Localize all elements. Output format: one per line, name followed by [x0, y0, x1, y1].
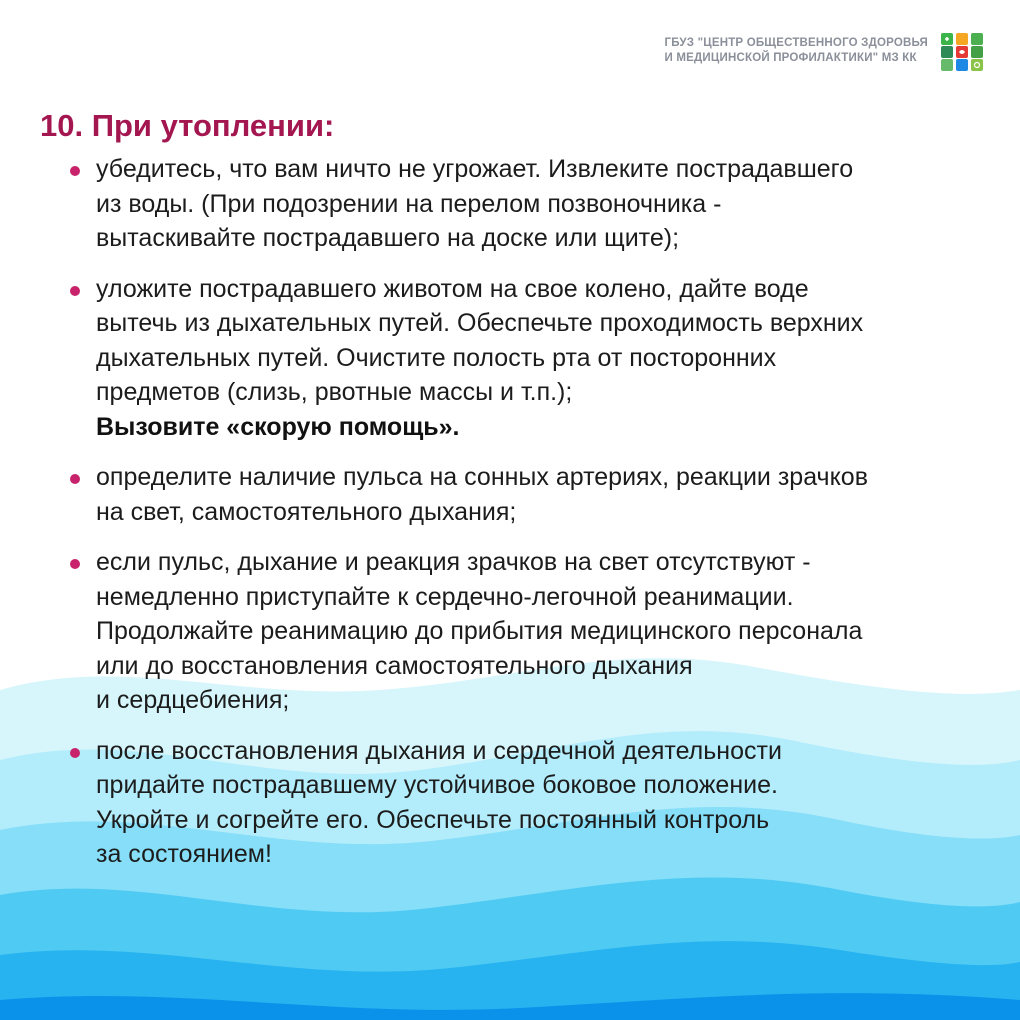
item-text-line: из воды. (При подозрении на перелом позвоночника - — [96, 189, 722, 218]
item-text-line: если пульс, дыхание и реакция зрачков на свет отсутствуют - — [96, 548, 811, 576]
item-text-line: придайте пострадавшему устойчивое боковое положение. — [96, 771, 778, 799]
bullet-icon — [70, 166, 80, 176]
call-ambulance-text: Вызовите «скорую помощь». — [96, 412, 460, 441]
item-text-line: за состоянием! — [96, 840, 272, 868]
item-text-line: после восстановления дыхания и сердечной деятельности — [96, 736, 782, 765]
item-text-line: Продолжайте реанимацию до прибытия медицинского персонала — [96, 617, 863, 645]
item-text-line: определите наличие пульса на сонных артериях, реакции зрачков — [96, 463, 868, 491]
item-text-line: уложите пострадавшего животом на свое колено, дайте воде — [96, 274, 809, 303]
item-text-line: убедитесь, что вам ничто не угрожает. Извлеките пострадавшего — [96, 155, 854, 183]
organization-logo-icon — [940, 32, 984, 72]
organization-name — [665, 36, 928, 66]
bullet-icon — [70, 748, 80, 758]
item-text-line: предметов (слизь, рвотные массы и т.п.); — [96, 378, 573, 406]
list-item — [70, 272, 970, 445]
item-text-line: и сердцебиения; — [96, 686, 290, 714]
organization-name-line-2: И МЕДИЦИНСКОЙ ПРОФИЛАКТИКИ" МЗ КК — [664, 52, 917, 64]
first-aid-steps-list — [70, 152, 970, 888]
item-text-line: на свет, самостоятельного дыхания; — [96, 497, 517, 526]
bullet-icon — [70, 559, 80, 569]
list-item — [70, 734, 970, 872]
bullet-icon — [70, 286, 80, 296]
list-item — [70, 152, 970, 256]
item-text-line: Укройте и согрейте его. Обеспечьте постоянный контроль — [96, 805, 770, 834]
item-text-line: или до восстановления самостоятельного дыхания — [96, 651, 693, 680]
item-text-line: вытаскивайте пострадавшего на доске или щите); — [96, 224, 680, 252]
item-text-line: вытечь из дыхательных путей. Обеспечьте проходимость верхних — [96, 309, 864, 337]
item-text-line: немедленно приступайте к сердечно-легочной реанимации. — [96, 582, 794, 611]
list-item — [70, 545, 970, 718]
bullet-icon — [70, 474, 80, 484]
list-item — [70, 460, 970, 529]
organization-name-line-1: ГБУЗ "ЦЕНТР ОБЩЕСТВЕННОГО ЗДОРОВЬЯ — [664, 37, 928, 49]
item-text-line: дыхательных путей. Очистите полость рта от посторонних — [96, 343, 777, 372]
section-title: 10. При утоплении: — [40, 108, 335, 143]
